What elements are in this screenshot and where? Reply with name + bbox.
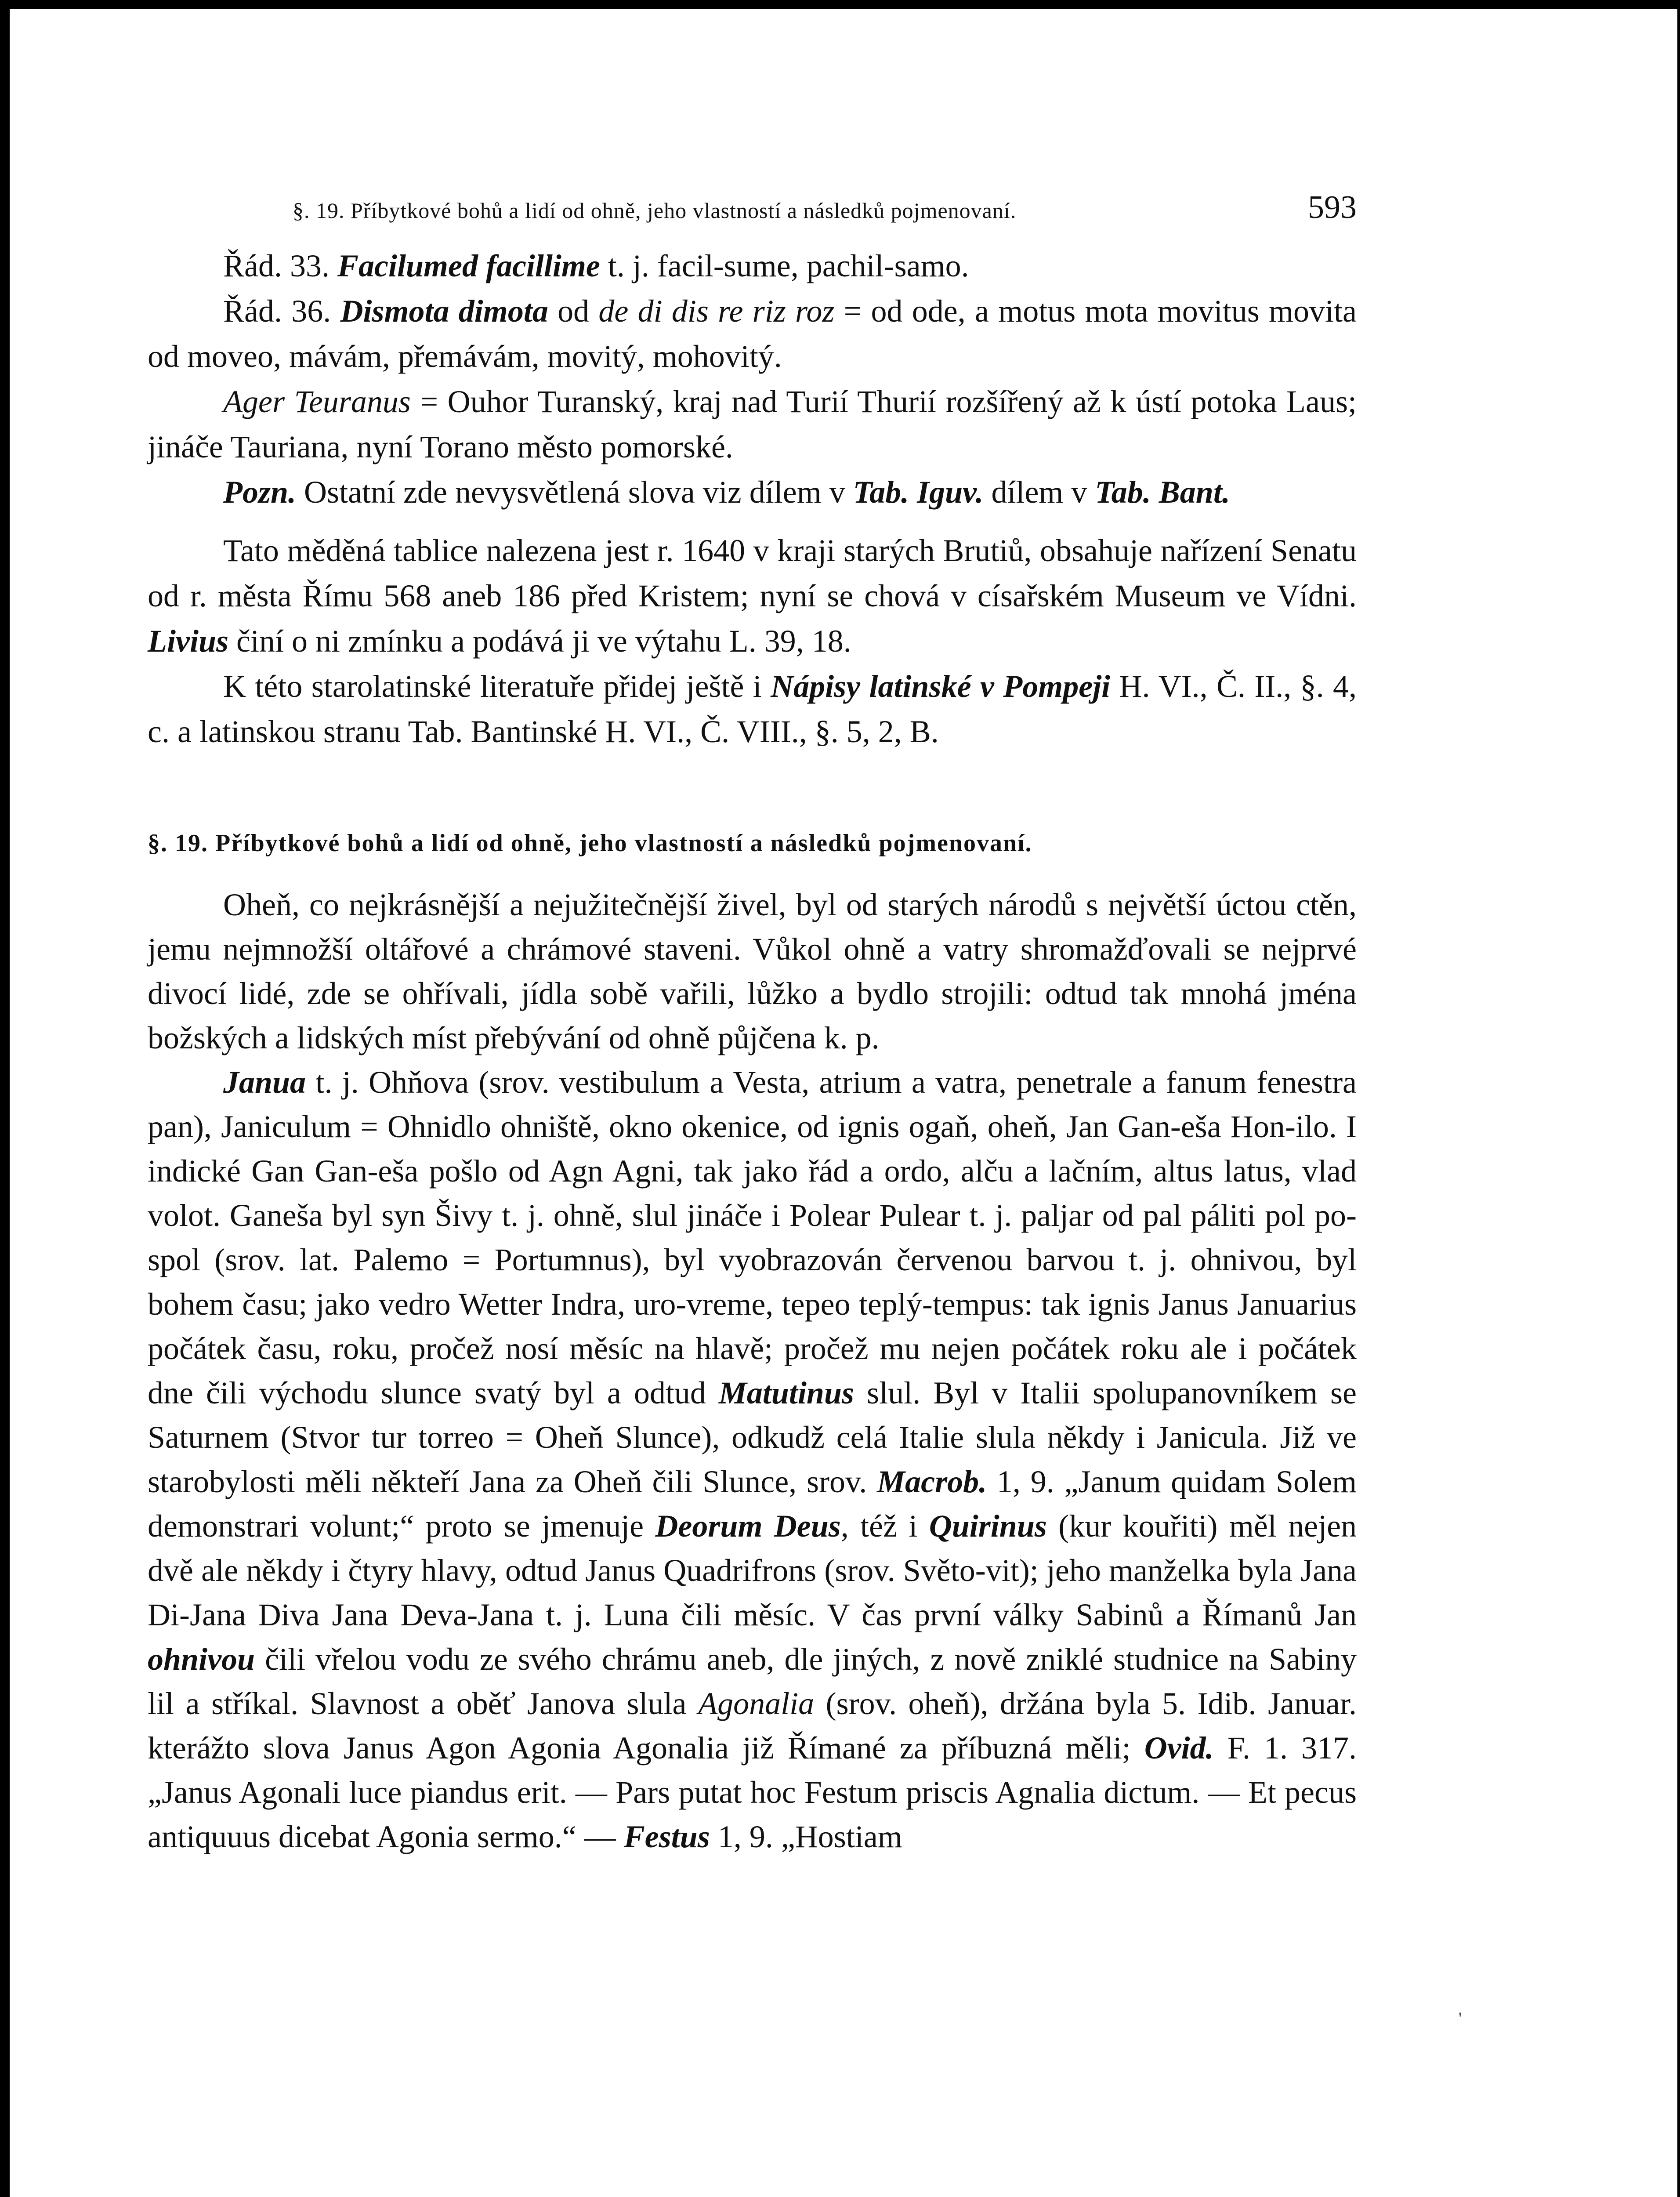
reference: Tab. Iguv. xyxy=(853,475,984,510)
latin-term: Deorum Deus xyxy=(655,1508,841,1544)
latin-term: Janua xyxy=(223,1065,306,1100)
previous-section-text xyxy=(148,243,1357,754)
gloss-text: t. j. facil-sume, pachil-samo. xyxy=(608,248,969,283)
author-name: Livius xyxy=(148,624,229,659)
scan-edge-right xyxy=(1677,0,1680,2197)
body-text: 1, 9. „Janum quidam Solem demonstrari volunt;“ proto se jmenuje xyxy=(148,1464,1357,1544)
latin-term: Quirinus xyxy=(929,1508,1047,1544)
gloss-text: = od ode, a motus mota movitus movita od moveo, mávám, přemávám, movitý, mohovitý. xyxy=(148,294,1357,374)
section-heading: §. 19. Příbytkové bohů a lidí od ohně, jeho vlastností a následků pojmenovaní. xyxy=(148,830,1032,857)
body-text: čili vřelou vodu ze svého chrámu aneb, dle jiných, z nově zniklé studnice na Sabiny lil a stříkal. Slavnost a oběť Janova slula xyxy=(148,1642,1357,1721)
paragraph-literatura xyxy=(148,664,1357,754)
note-text: Ostatní zde nevysvětlená slova viz dílem v xyxy=(304,475,845,510)
body-text: Tato měděná tablice nalezena jest r. 1640 v kraji starých Brutiů, obsahuje nařízení Senatu od r. města Římu 568 aneb 186 před Kristem; nyní se chová v císařském Museum ve Vídni. xyxy=(148,533,1357,613)
latin-term: Ager Teuranus xyxy=(223,384,411,419)
body-text: K této starolatinské literatuře přidej ještě i xyxy=(223,669,762,704)
paragraph-rad-36 xyxy=(148,289,1357,379)
paragraph-ager-teuranus xyxy=(148,379,1357,470)
body-text: (srov. oheň), držána byla 5. Idib. Januar. kterážto slova Janus Agon Agonia Agonalia již Římané za příbuzná měli; xyxy=(148,1686,1357,1766)
note-text: dílem v xyxy=(991,475,1087,510)
body-text: 1, 9. „Hostiam xyxy=(717,1819,902,1854)
latin-term: de di dis re riz roz xyxy=(598,294,835,329)
latin-term: Agonalia xyxy=(698,1686,815,1721)
paragraph-janua xyxy=(148,1060,1357,1859)
line-label: Řád. 36. xyxy=(223,294,331,329)
latin-term: Matutinus xyxy=(718,1375,854,1410)
body-text: t. j. Ohňova (srov. vestibulum a Vesta, atrium a vatra, penetrale a fanum fenestra pan), Janiculum = Ohnidlo ohniště, okno okenice, od ignis ogaň, oheň, Jan Gan-eša Hon-ilo. I indické Gan Gan-eša pošlo od Agn Agni, tak jako řád a ordo, alču a lačním, altus latus, vlad volot. Ganeša byl syn Šivy t. j. ohně, slul jináče i Polear Pulear t. j. paljar od pal páliti pol po-spol (srov. lat. Palemo = Portumnus), byl vyobrazován červenou barvou t. j. ohnivou, byl bohem času; jako vedro Wetter Indra, uro-vreme, tepeo teplý-tempus: tak ignis Janus Januarius počátek času, roku, pročež nosí měsíc na hlavě; pročež mu nejen počátek roku ale i počátek dne čili východu slunce svatý byl a odtud xyxy=(148,1065,1357,1410)
reference: Tab. Bant. xyxy=(1095,475,1230,510)
section-19-text xyxy=(148,883,1357,1859)
reference: Nápisy latinské v Pompeji xyxy=(771,669,1111,704)
latin-term: Facilumed facillime xyxy=(337,248,600,283)
reference: Ovid. xyxy=(1144,1730,1214,1766)
body-text: činí o ni zmínku a podává ji ve výtahu L. 39, 18. xyxy=(236,624,851,659)
book-page xyxy=(148,189,1357,1859)
running-title: §. 19. Příbytkové bohů a lidí od ohně, jeho vlastností a následků pojmenovaní. xyxy=(293,198,1017,223)
reference: Festus xyxy=(623,1819,710,1854)
gloss-text: = Ouhor Turanský, kraj nad Turií Thurií rozšířený až k ústí potoka Laus; jináče Tauriana, nyní Torano město pomorské. xyxy=(148,384,1357,464)
body-text: H. VI., Č. II., §. 4, c. a latinskou stranu Tab. Bantinské H. VI., Č. VIII., §. 5, 2, B. xyxy=(148,669,1357,749)
line-label: Řád. 33. xyxy=(223,248,329,283)
paragraph-rad-33 xyxy=(148,243,1357,289)
paragraph-ohen: Oheň, co nejkrásnější a nejužitečnější živel, byl od starých národů s největší úctou ctěn, jemu nejmnožší oltářové a chrámové staveni. Vůkol ohně a vatry shromažďovali se nejprvé divocí lidé, zde se ohřívali, jídla sobě vařili, lůžko a bydlo strojili: odtud tak mnohá jména božských a lidských míst přebývání od ohně půjčena k. p. xyxy=(148,887,1357,1055)
running-head xyxy=(148,189,1357,237)
body-text: , též i xyxy=(840,1508,918,1544)
reference: Macrob. xyxy=(877,1464,987,1499)
latin-term: Dismota dimota xyxy=(340,294,548,329)
paragraph-tablice xyxy=(148,528,1357,664)
body-text: (kur kouřiti) měl nejen dvě ale někdy i čtyry hlavy, odtud Janus Quadrifrons (srov. Světo-vit); jeho manželka byla Jana Di-Jana Diva Jana Deva-Jana t. j. Luna čili měsíc. V čas první války Sabinů a Římanů Jan xyxy=(148,1508,1357,1632)
body-text: F. 1. 317. „Janus Agonali luce piandus erit. — Pars putat hoc Festum priscis Agnalia dictum. — Et pecus antiquuus dicebat Agonia sermo.“ — xyxy=(148,1730,1357,1854)
scan-edge-left xyxy=(0,0,10,2197)
emphasis: ohnivou xyxy=(148,1642,255,1677)
scan-edge-top xyxy=(0,0,1680,9)
page-number: 593 xyxy=(1308,189,1357,225)
body-text: slul. Byl v Italii spolupanovníkem se Saturnem (Stvor tur torreo = Oheň Slunce), odkudž celá Italie slula někdy i Janicula. Již ve starobylosti měli někteří Jana za Oheň čili Slunce, srov. xyxy=(148,1375,1357,1499)
gloss-text: od xyxy=(558,294,590,329)
note-label: Pozn. xyxy=(223,475,297,510)
margin-mark: ' xyxy=(1459,2008,1462,2028)
paragraph-pozn xyxy=(148,470,1357,515)
